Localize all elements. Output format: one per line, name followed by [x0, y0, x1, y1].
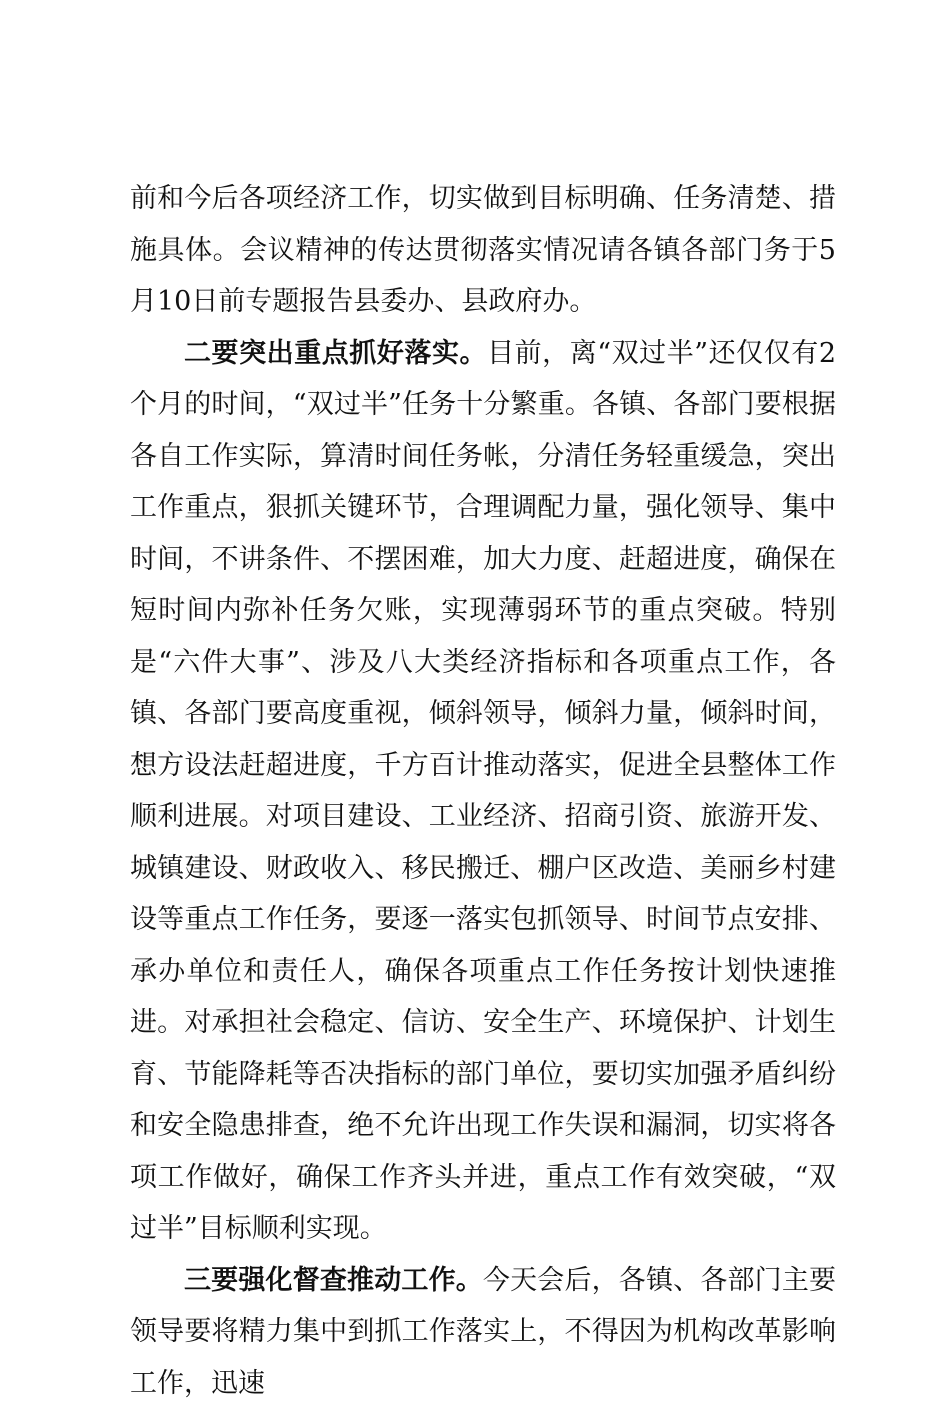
paragraph-text: 目前，离“双过半”还仅仅有2个月的时间，“双过半”任务十分繁重。各镇、各部门要根据各自工作实际，算清时间任务帐，分清任务轻重缓急，突出工作重点，狠抓关键环节，合理调配力量，强化领导、集中时间，不讲条件、不摆困难，加大力度、赶超进度，确保在短时间内弥补任务欠账，实现薄弱环节的重点突破。特别是“六件大事”、涉及八大类经济指标和各项重点工作，各镇、各部门要高度重视，倾斜领导，倾斜力量，倾斜时间，想方设法赶超进度，千方百计推动落实，促进全县整体工作顺利进展。对项目建设、工业经济、招商引资、旅游开发、城镇建设、财政收入、移民搬迁、棚户区改造、美丽乡村建设等重点工作任务，要逐一落实包抓领导、时间节点安排、承办单位和责任人，确保各项重点工作任务按计划快速推进。对承担社会稳定、信访、安全生产、环境保护、计划生育、节能降耗等否决指标的部门单位，要切实加强矛盾纠纷和安全隐患排查，绝不允许出现工作失误和漏洞，切实将各项工作做好，确保工作齐头并进，重点工作有效突破，“双过半”目标顺利实现。: [130, 338, 836, 1245]
document-body: [130, 173, 836, 1409]
paragraph-text: 前和今后各项经济工作，切实做到目标明确、任务清楚、措施具体。会议精神的传达贯彻落实情况请各镇各部门务于5月10日前专题报告县委办、县政府办。: [130, 183, 836, 317]
paragraph-text: 今天会后，各镇、各部门主要领导要将精力集中到抓工作落实上，不得因为机构改革影响工作，迅速: [130, 1265, 836, 1399]
paragraph-heading: 三要强化督查推动工作。: [184, 1265, 483, 1296]
paragraph-heading: 二要突出重点抓好落实。: [184, 338, 487, 369]
paragraph-focus-implementation: [130, 328, 836, 1255]
paragraph-supervision: [130, 1255, 836, 1409]
paragraph-continuation: [130, 173, 836, 328]
